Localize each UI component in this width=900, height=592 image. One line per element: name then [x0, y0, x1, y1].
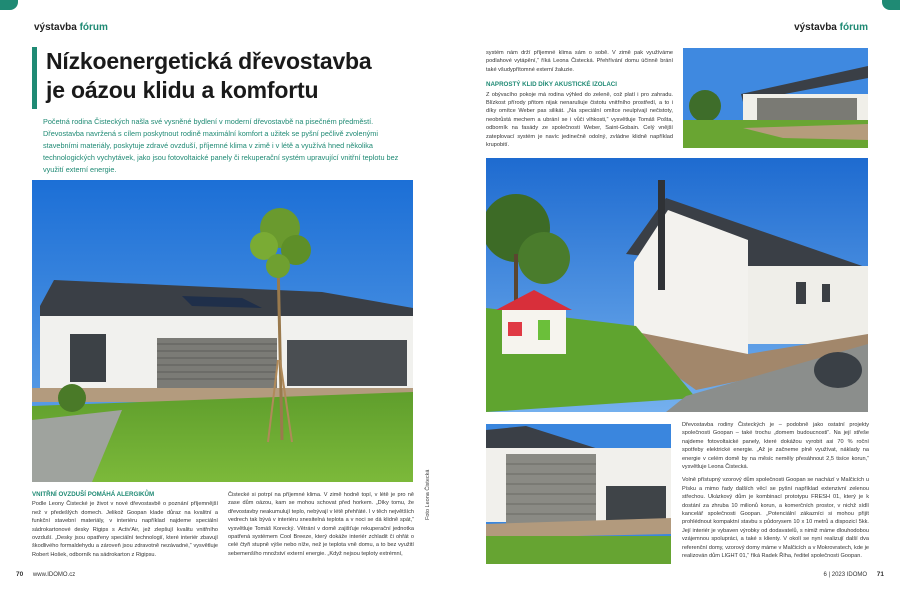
section-accent: fórum [839, 22, 868, 33]
article-title-line-1: Nízkoenergetická dřevostavba [46, 48, 372, 74]
column-text: systém nám drží příjemné klima sám o sobě. V zimě pak využíváme podlahové vytápění,“ říká Leona Čistecká. Přehřívání domu účinně brání také všudypřítomné externí žaluzie. [486, 50, 673, 73]
section-name: výstavba [34, 22, 77, 33]
article-lead: Početná rodina Čisteckých našla své vysněné bydlení v moderní dřevostavbě na pisečném předměstí. Dřevostavba navržená s cílem poskytnout rodině maximální komfort a užitek se pyšní pečlivě zvolenými stavebními materiály, poskytuje zdravé ovzduší, příjemné klima v zimě i v létě a využívá hned několika technologických vychytávek, jako jsou fotovoltaické panely či rekuperační systém upravující vnitřní teplotu bez využití externí energie. [43, 117, 399, 174]
photo-house-garden [32, 180, 413, 482]
page-number: 71 [876, 571, 884, 578]
column-subhead: NAPROSTÝ KLID DÍKY AKUSTICKÉ IZOLACI [486, 81, 617, 89]
section-name: výstavba [794, 22, 837, 33]
photo-house-playhouse [486, 158, 868, 412]
column-subhead: VNITŘNÍ OVZDUŠÍ POMÁHÁ ALERGIKŮM [32, 491, 155, 498]
section-accent: fórum [79, 22, 108, 33]
footer-site: www.IDOMO.cz [32, 572, 76, 578]
column-right-top [486, 49, 673, 149]
column-text: Z obývacího pokoje má rodina výhled do zeleně, což platí i pro zahradu. Blízkost přírody přitom nijak nenarušuje čistotu vnitřního prostředí, a to i díky omítce Weber pas silikát. „Na speciální omítce neulpívají nečistoty, neobrůstá mechem a ubrání se i vůči vlhkosti,“ vysvětluje Tomáš Pošta, odborník na fasády ze společnosti Weber, Saint-Gobain. Celý vnější zateplovací systém je navíc jedinečně odolný, zvládne klidně například krupobití. [486, 91, 673, 149]
column-text: Volně přístupný vzorový dům společnosti Goopan se nachází v Malčicích u Písku a mimo řady dalších věcí se pyšní například extenzivní zelenou střechou. Ukázkový dům je kombinací prototypu FRESH 01, který je k dostání za zhruba 10 milionů korun, a komerčních prostor, v nichž sídlí kancelář společnosti Goopan. „Potenciální zákazníci si mohou přijít prohlédnout kompaktní stavbu s půdorysem 10 x 10 metrů a dispozicí 5kk. Její interiér je vybaven výrobky od dodavatelů, s nimiž máme dlouhodobou vzájemnou spolupráci, a také s klienty. V okolí se nyní realizují další dva referenční domy, vzorový domy máme v Malčicích a v Mokrovratech, kde je realizován dům LIGHT 01,“ říká Radek Říha, ředitel společnosti Goopan. [682, 477, 869, 560]
page-corner-tab-left [0, 0, 18, 10]
footer-left [16, 571, 75, 578]
column-middle [228, 491, 414, 558]
section-label-right [794, 22, 868, 33]
column-right-lower [682, 421, 869, 561]
column-left [32, 491, 218, 559]
column-text: Podle Leony Čistecké je život v nové dřevostavbě o poznání příjemnější než v předešlých domech. Jelikož Goopan klade důraz na kvalitní a funkční stavební materiály, v interiéru například najdeme speciální sádrokartonové desky Rigips s Activ'Air, jež zlepšují kvalitu vnitřního ovzduší. „Desky jsou opatřeny speciální technologií, které interiér zbavují škodlivého formaldehydu a zároveň jsou zdravotně nezávadné,“ vysvětluje Robert Hošek, odborník na sádrokarton z Rigipsu. [32, 501, 218, 558]
footer-issue: 6 | 2023 IDOMO [823, 572, 868, 578]
photo-house-side [486, 424, 671, 564]
title-accent-bar [32, 47, 37, 109]
section-label-left [34, 22, 108, 33]
column-text: Čistecké si potrpí na příjemné klima. V zimě hodně topí, v létě je pro ně zase dům oázou, kam se mohou schovat před horkem. „Díky tomu, že dřevostavby neakumulují teplo, nebývají v létě přehřáté. I v těch největších vedrech tak bývá v interiéru snesitelná teplota a v noci se dá klidně spát,“ vysvětluje Tomáš Korecký. Větrání v domě zajišťuje rekuperační jednotka opatřená systémem Cool Breeze, který dokáže interiér zchladit či ohřát o celé čtyři stupně výše nebo níže, než je teplota vně domu, a to bez využití sebemenšího množství externí energie. „Když nejsou teploty extrémní, [228, 492, 414, 557]
column-text: Dřevostavba rodiny Čisteckých je – podobně jako ostatní projekty společnosti Goopan – také trochu „domem budoucnosti“. Na její střeše najdeme fotovoltaické panely, které dokážou vyrobit asi 70 % roční spotřeby elektrické energie. „Až je začneme plně využívat, náklady na energie v celém domě by na měsíc neměly přesáhnout 2,5 tisíce korun,“ vysvětluje Leona Čistecká. [682, 422, 869, 471]
photo-terrace-small [683, 48, 868, 148]
footer-right [824, 571, 884, 578]
page-number: 70 [16, 571, 24, 578]
photo-credit: Foto Leona Čistecká [425, 469, 431, 520]
article-title-line-2: je oázou klidu a komfortu [46, 77, 319, 103]
page-corner-tab-right [882, 0, 900, 10]
